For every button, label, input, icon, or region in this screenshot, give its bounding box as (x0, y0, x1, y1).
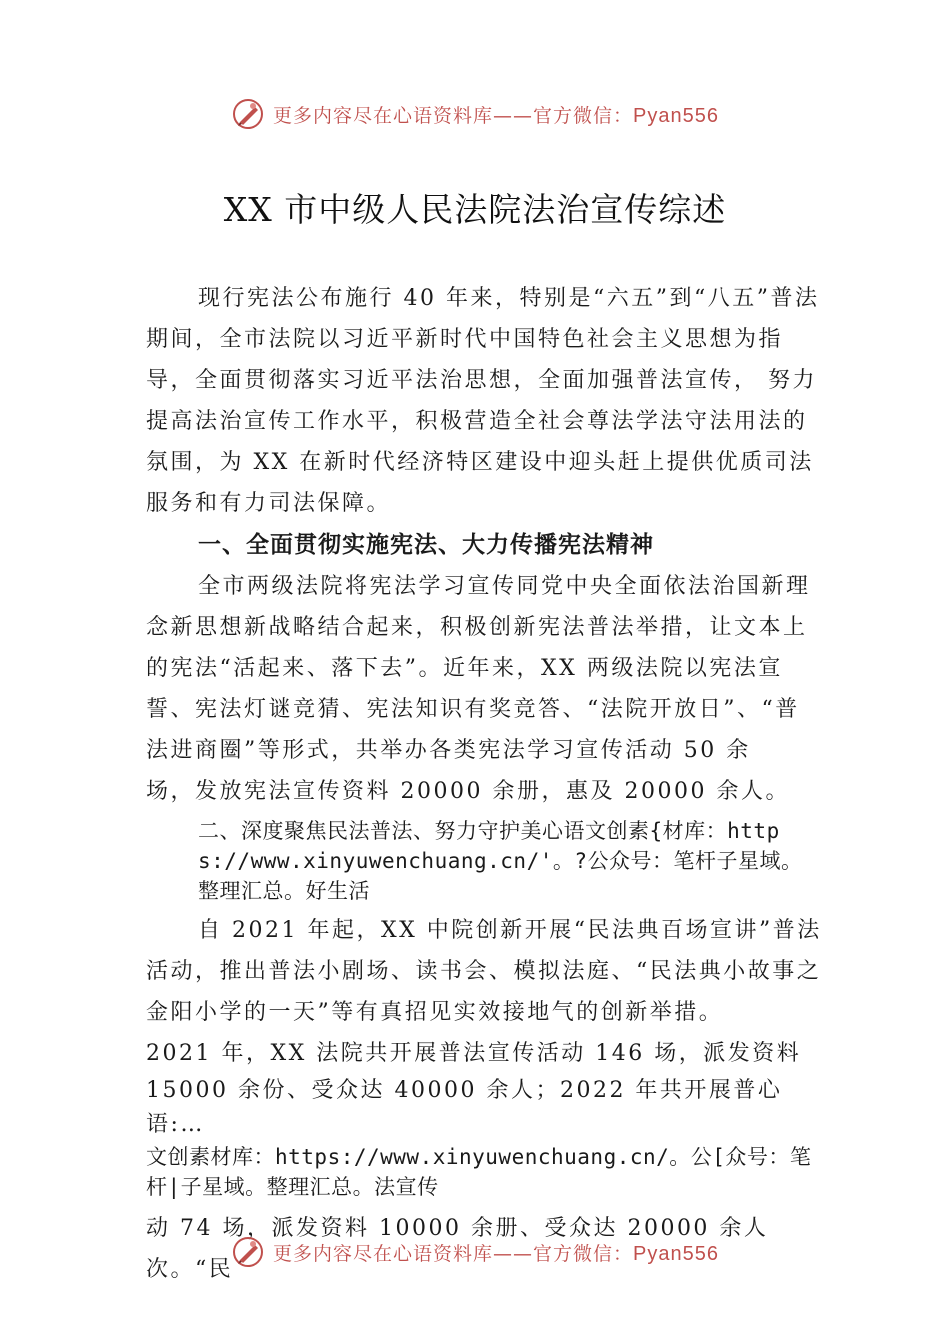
watermark-banner-bottom (0, 1232, 950, 1272)
watermark-text (273, 101, 719, 128)
watermark-id: Pyan556 (633, 1242, 719, 1265)
watermark-label: 官方微信： (533, 1242, 634, 1265)
pen-logo-icon (231, 1235, 265, 1269)
watermark-separator: —— (493, 1242, 534, 1265)
pen-logo-icon (231, 97, 265, 131)
section-heading-2-block: 二、深度聚焦民法普法、努力守护美心语文创素{材库：https://www.xinyuwenchuang.cn/'。?公众号：笔杆子星域。整理汇总。好生活 (198, 819, 803, 903)
section1-paragraph: 全市两级法院将宪法学习宣传同党中央全面依法治国新理念新思想新战略结合起来，积极创新宪法普法举措，让文本上的宪法“活起来、落下去”。近年来，XX 两级法院以宪法宣誓、宪法灯谜竞猜、宪法知识有奖竞答、“法院开放日”、“普法进商圈”等形式，共举办各类宪法学习宣传活动 50 余 (146, 574, 811, 763)
section2-paragraph-b: 2021 年，XX 法院共开展普法宣传活动 146 场，派发资料 (146, 1041, 802, 1066)
watermark-banner-top (0, 94, 950, 134)
document-title: XX 市中级人民法院法治宣传综述 (223, 190, 727, 229)
section-heading-1: 一、全面贯彻实施宪法、大力传播宪法精神 (198, 532, 654, 558)
watermark-text (273, 1239, 719, 1266)
watermark-main: 更多内容尽在心语资料库 (273, 1242, 494, 1265)
intro-paragraph: 现行宪法公布施行 40 年来，特别是“六五”到“八五”普法期间，全市法院以习近平新时代中国特色社会主义思想为指导，全面贯彻落实习近平法治思想，全面加强普法宣传， 努力提高法治宣传工作水平，积极营造全社会尊法学法守法用法的氛围，为 XX 在新时代经济特区建设中迎头赶上提供优质司法服务和有力司法保障。 (146, 286, 820, 516)
section1-tail: 场，发放宪法宣传资料 20000 余册，惠及 20000 余人。 (146, 779, 790, 804)
section2-paragraph-c: 15000 余份、受众达 40000 余人；2022 年共开展普心语:… (146, 1078, 783, 1137)
section2-mono-block: 文创素材库：https://www.xinyuwenchuang.cn/。公[众号：笔杆|子星域。整理汇总。法宣传 (146, 1145, 812, 1199)
watermark-id: Pyan556 (633, 104, 719, 127)
watermark-main: 更多内容尽在心语资料库 (273, 104, 494, 127)
section2-paragraph-d: 动 74 场，派发资料 10000 余册、受众达 20000 余人次。“民 (146, 1216, 769, 1282)
watermark-label: 官方微信： (533, 104, 634, 127)
watermark-separator: —— (493, 104, 534, 127)
document-body (146, 278, 822, 1290)
section2-paragraph-a: 自 2021 年起，XX 中院创新开展“民法典百场宣讲”普法活动，推出普法小剧场、读书会、模拟法庭、“民法典小故事之金阳小学的一天”等有真招见实效接地气的创新举措。 (146, 918, 822, 1025)
